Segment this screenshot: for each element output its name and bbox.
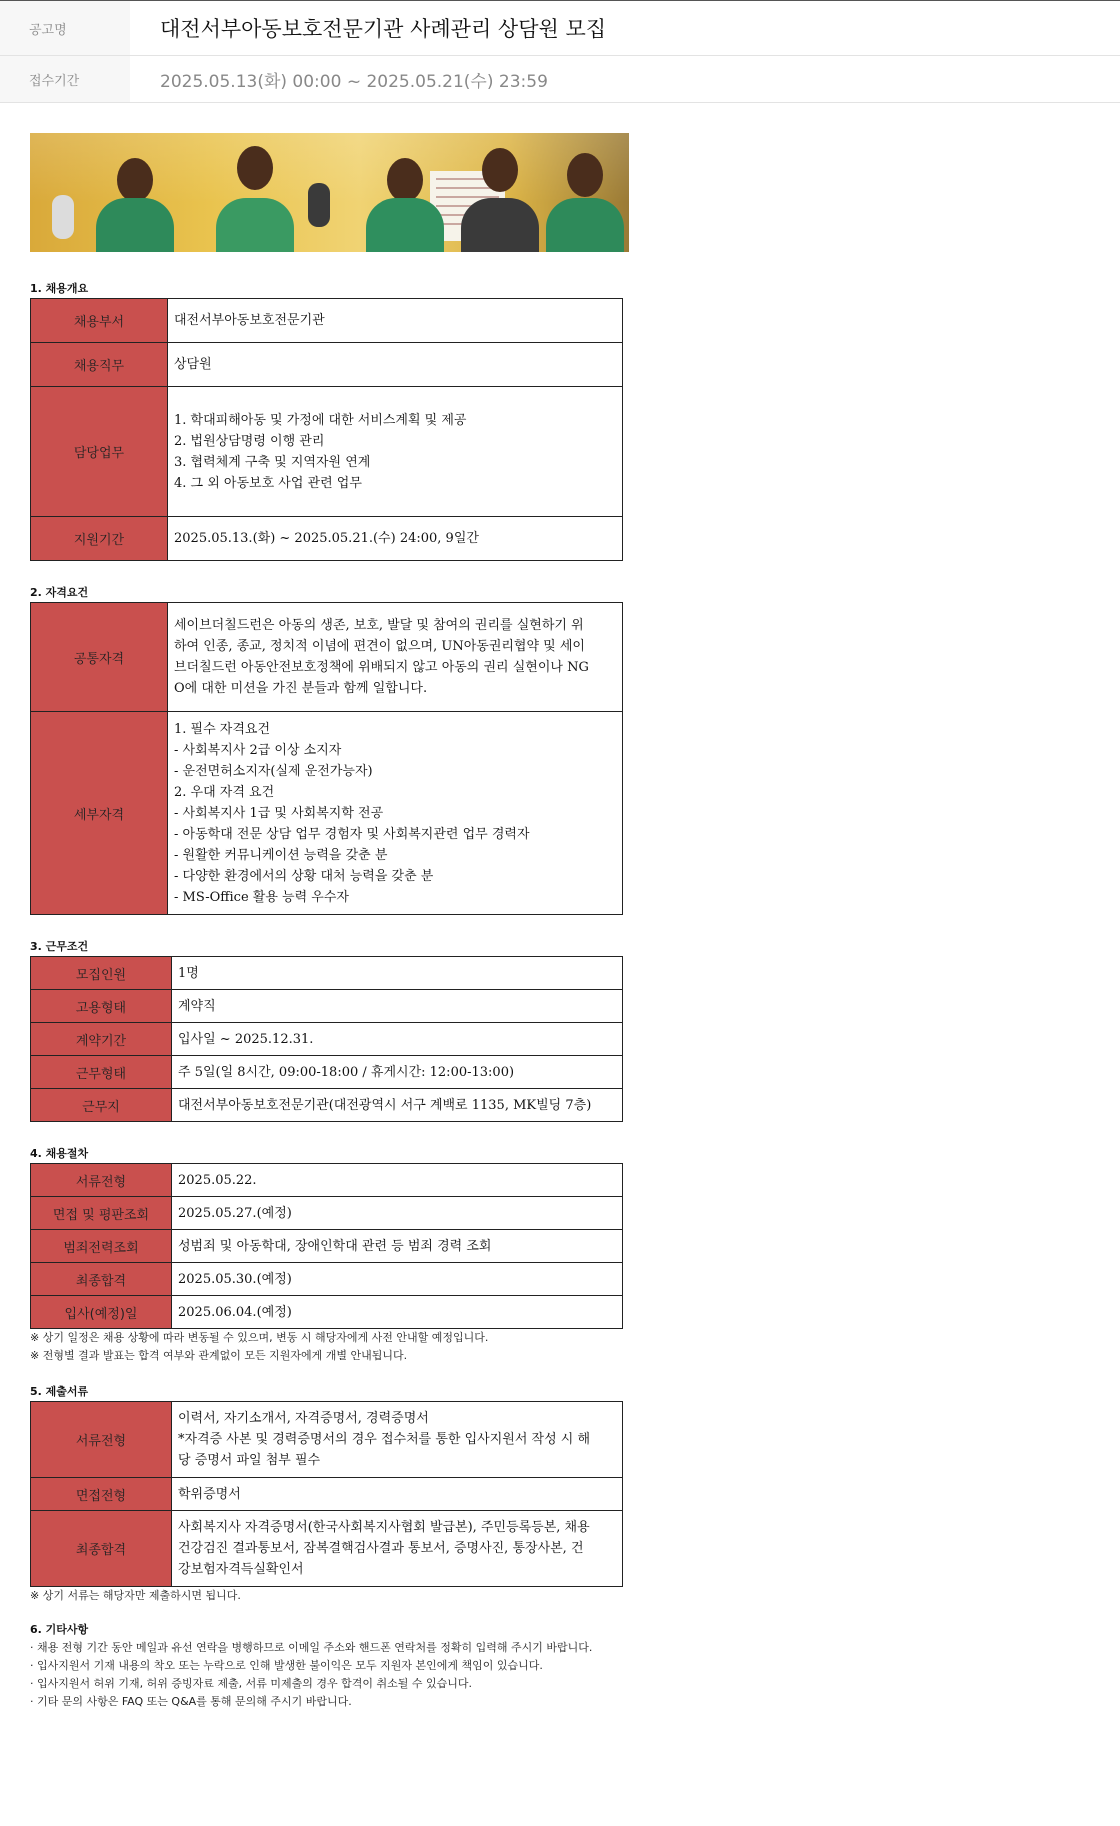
misc-item: · 입사지원서 기재 내용의 착오 또는 누락으로 인해 발생한 불이익은 모두 지원자 본인에게 책임이 있습니다. xyxy=(30,1659,543,1672)
value-line: *자격증 사본 및 경력증명서의 경우 접수처를 통한 입사지원서 작성 시 해 xyxy=(178,1432,591,1447)
value-line: 4. 그 외 아동보호 사업 관련 업무 xyxy=(174,475,362,491)
misc-item: · 채용 전형 기간 동안 메일과 유선 연락을 병행하므로 이메일 주소와 핸드폰 연락처를 정확히 입력해 주시기 바랍니다. xyxy=(30,1641,593,1654)
value-line: 주 5일(일 8시간, 09:00-18:00 / 휴게시간: 12:00-13:00) xyxy=(178,1064,515,1080)
row-value xyxy=(168,299,623,343)
table-row xyxy=(31,1402,623,1478)
value-line: 이력서, 자기소개서, 자격증명서, 경력증명서 xyxy=(178,1411,429,1426)
table-row xyxy=(31,1263,623,1296)
row-value xyxy=(172,1478,623,1511)
value-line: 대전서부아동보호전문기관 xyxy=(174,313,325,328)
row-value xyxy=(172,1296,623,1329)
notice-title: 대전서부아동보호전문기관 사례관리 상담원 모집 xyxy=(160,17,607,41)
value-line: 3. 협력체계 구축 및 지역자원 연계 xyxy=(174,454,371,470)
table-row xyxy=(31,1511,623,1587)
row-value xyxy=(172,957,623,990)
children-banner-image xyxy=(30,133,629,252)
table-row xyxy=(31,1056,623,1089)
application-period-row xyxy=(0,56,1120,103)
table-row xyxy=(31,1023,623,1056)
value-line: 1. 학대피해아동 및 가정에 대한 서비스계획 및 제공 xyxy=(174,412,467,428)
row-value xyxy=(168,712,623,915)
value-line: 세이브더칠드런은 아동의 생존, 보호, 발달 및 참여의 권리를 실현하기 위 xyxy=(174,618,584,633)
misc-item: · 입사지원서 허위 기재, 허위 증빙자료 제출, 서류 미제출의 경우 합격이 취소될 수 있습니다. xyxy=(30,1677,472,1690)
row-label: 서류전형 xyxy=(31,1402,172,1478)
row-label: 모집인원 xyxy=(31,957,172,990)
row-label: 담당업무 xyxy=(31,387,168,517)
info-table xyxy=(30,1401,623,1587)
application-period: 2025.05.13(화) 00:00 ~ 2025.05.21(수) 23:59 xyxy=(160,71,548,92)
section-title: 2. 자격요건 xyxy=(30,586,89,599)
value-line: 2025.06.04.(예정) xyxy=(178,1304,292,1320)
value-line: - 다양한 환경에서의 상황 대처 능력을 갖춘 분 xyxy=(174,868,434,884)
value-line: 2025.05.27.(예정) xyxy=(178,1205,292,1221)
table-row xyxy=(31,299,623,343)
value-line: 건강검진 결과통보서, 잠복결핵검사결과 통보서, 증명사진, 통장사본, 건 xyxy=(178,1541,584,1556)
row-value xyxy=(168,343,623,387)
section-title: 1. 채용개요 xyxy=(30,282,89,295)
row-value xyxy=(172,1230,623,1263)
table-row xyxy=(31,1197,623,1230)
notice-title-label: 공고명 xyxy=(0,1,130,55)
value-line: 브더칠드런 아동안전보호정책에 위배되지 않고 아동의 권리 실현이나 NG xyxy=(174,660,589,675)
row-label: 채용부서 xyxy=(31,299,168,343)
row-label: 입사(예정)일 xyxy=(31,1296,172,1329)
posting-body xyxy=(30,133,1090,1711)
value-line: 입사일 ~ 2025.12.31. xyxy=(178,1031,314,1047)
value-line: 1명 xyxy=(178,965,199,981)
value-line: 2. 우대 자격 요건 xyxy=(174,784,275,800)
row-label: 면접전형 xyxy=(31,1478,172,1511)
value-line: - MS-Office 활용 능력 우수자 xyxy=(174,889,349,905)
footnote: ※ 전형별 결과 발표는 합격 여부와 관계없이 모든 지원자에게 개별 안내됩니다. xyxy=(30,1349,408,1362)
table-row xyxy=(31,1230,623,1263)
value-line: 당 증명서 파일 첨부 필수 xyxy=(178,1453,321,1468)
table-row xyxy=(31,712,623,915)
value-line: - 사회복지사 1급 및 사회복지학 전공 xyxy=(174,805,384,821)
table-row xyxy=(31,957,623,990)
value-line: 강보험자격득실확인서 xyxy=(178,1562,304,1577)
row-label: 근무지 xyxy=(31,1089,172,1122)
value-line: 2025.05.22. xyxy=(178,1172,257,1188)
row-value xyxy=(172,1164,623,1197)
row-value xyxy=(168,387,623,517)
table-row xyxy=(31,603,623,712)
section-title: 5. 제출서류 xyxy=(30,1385,89,1398)
value-line: - 운전면허소지자(실제 운전가능자) xyxy=(174,763,373,779)
row-value xyxy=(172,990,623,1023)
value-line: 학위증명서 xyxy=(178,1486,241,1502)
footnote: ※ 상기 일정은 채용 상황에 따라 변동될 수 있으며, 변동 시 해당자에게 사전 안내할 예정입니다. xyxy=(30,1331,489,1344)
table-row xyxy=(31,343,623,387)
table-row xyxy=(31,990,623,1023)
row-value xyxy=(172,1197,623,1230)
row-label: 면접 및 평판조회 xyxy=(31,1197,172,1230)
footnote: ※ 상기 서류는 해당자만 제출하시면 됩니다. xyxy=(30,1589,241,1602)
table-row xyxy=(31,1478,623,1511)
notice-title-row xyxy=(0,1,1120,56)
row-label: 세부자격 xyxy=(31,712,168,915)
row-label: 근무형태 xyxy=(31,1056,172,1089)
value-line: - 원활한 커뮤니케이션 능력을 갖춘 분 xyxy=(174,847,388,863)
value-line: 상담원 xyxy=(174,357,212,372)
row-label: 서류전형 xyxy=(31,1164,172,1197)
section-title: 6. 기타사항 xyxy=(30,1623,89,1636)
row-value xyxy=(168,603,623,712)
row-label: 공통자격 xyxy=(31,603,168,712)
row-value xyxy=(168,517,623,561)
value-line: - 아동학대 전문 상담 업무 경험자 및 사회복지관련 업무 경력자 xyxy=(174,826,530,842)
value-line: 2025.05.30.(예정) xyxy=(178,1271,292,1287)
table-row xyxy=(31,387,623,517)
row-label: 계약기간 xyxy=(31,1023,172,1056)
row-value xyxy=(172,1023,623,1056)
table-row xyxy=(31,517,623,561)
row-value xyxy=(172,1089,623,1122)
value-line: O에 대한 미션을 가진 분들과 함께 일합니다. xyxy=(174,681,428,696)
info-table xyxy=(30,298,623,561)
row-value xyxy=(172,1402,623,1478)
application-period-label: 접수기간 xyxy=(0,56,130,102)
value-line: 성범죄 및 아동학대, 장애인학대 관련 등 범죄 경력 조회 xyxy=(178,1238,492,1254)
table-row xyxy=(31,1164,623,1197)
row-value xyxy=(172,1056,623,1089)
table-row xyxy=(31,1089,623,1122)
section-title: 3. 근무조건 xyxy=(30,940,89,953)
row-value xyxy=(172,1263,623,1296)
value-line: 하여 인종, 종교, 정치적 이념에 편견이 없으며, UN아동권리협약 및 세이 xyxy=(174,639,585,654)
info-table xyxy=(30,956,623,1122)
row-label: 범죄전력조회 xyxy=(31,1230,172,1263)
row-label: 최종합격 xyxy=(31,1511,172,1587)
row-label: 고용형태 xyxy=(31,990,172,1023)
value-line: 계약직 xyxy=(178,998,216,1014)
value-line: 사회복지사 자격증명서(한국사회복지사협회 발급본), 주민등록등본, 채용 xyxy=(178,1520,590,1535)
row-label: 지원기간 xyxy=(31,517,168,561)
sections xyxy=(30,280,1090,1711)
row-value xyxy=(172,1511,623,1587)
row-label: 최종합격 xyxy=(31,1263,172,1296)
value-line: 1. 필수 자격요건 xyxy=(174,721,271,737)
value-line: 대전서부아동보호전문기관(대전광역시 서구 계백로 1135, MK빌딩 7층) xyxy=(178,1097,592,1113)
table-row xyxy=(31,1296,623,1329)
info-table xyxy=(30,1163,623,1329)
row-label: 채용직무 xyxy=(31,343,168,387)
misc-item: · 기타 문의 사항은 FAQ 또는 Q&A를 통해 문의해 주시기 바랍니다. xyxy=(30,1695,352,1708)
section-title: 4. 채용절차 xyxy=(30,1147,89,1160)
value-line: 2. 법원상담명령 이행 관리 xyxy=(174,433,325,449)
value-line: 2025.05.13.(화) ~ 2025.05.21.(수) 24:00, 9일간 xyxy=(174,531,479,546)
value-line: - 사회복지사 2급 이상 소지자 xyxy=(174,742,342,758)
info-table xyxy=(30,602,623,915)
